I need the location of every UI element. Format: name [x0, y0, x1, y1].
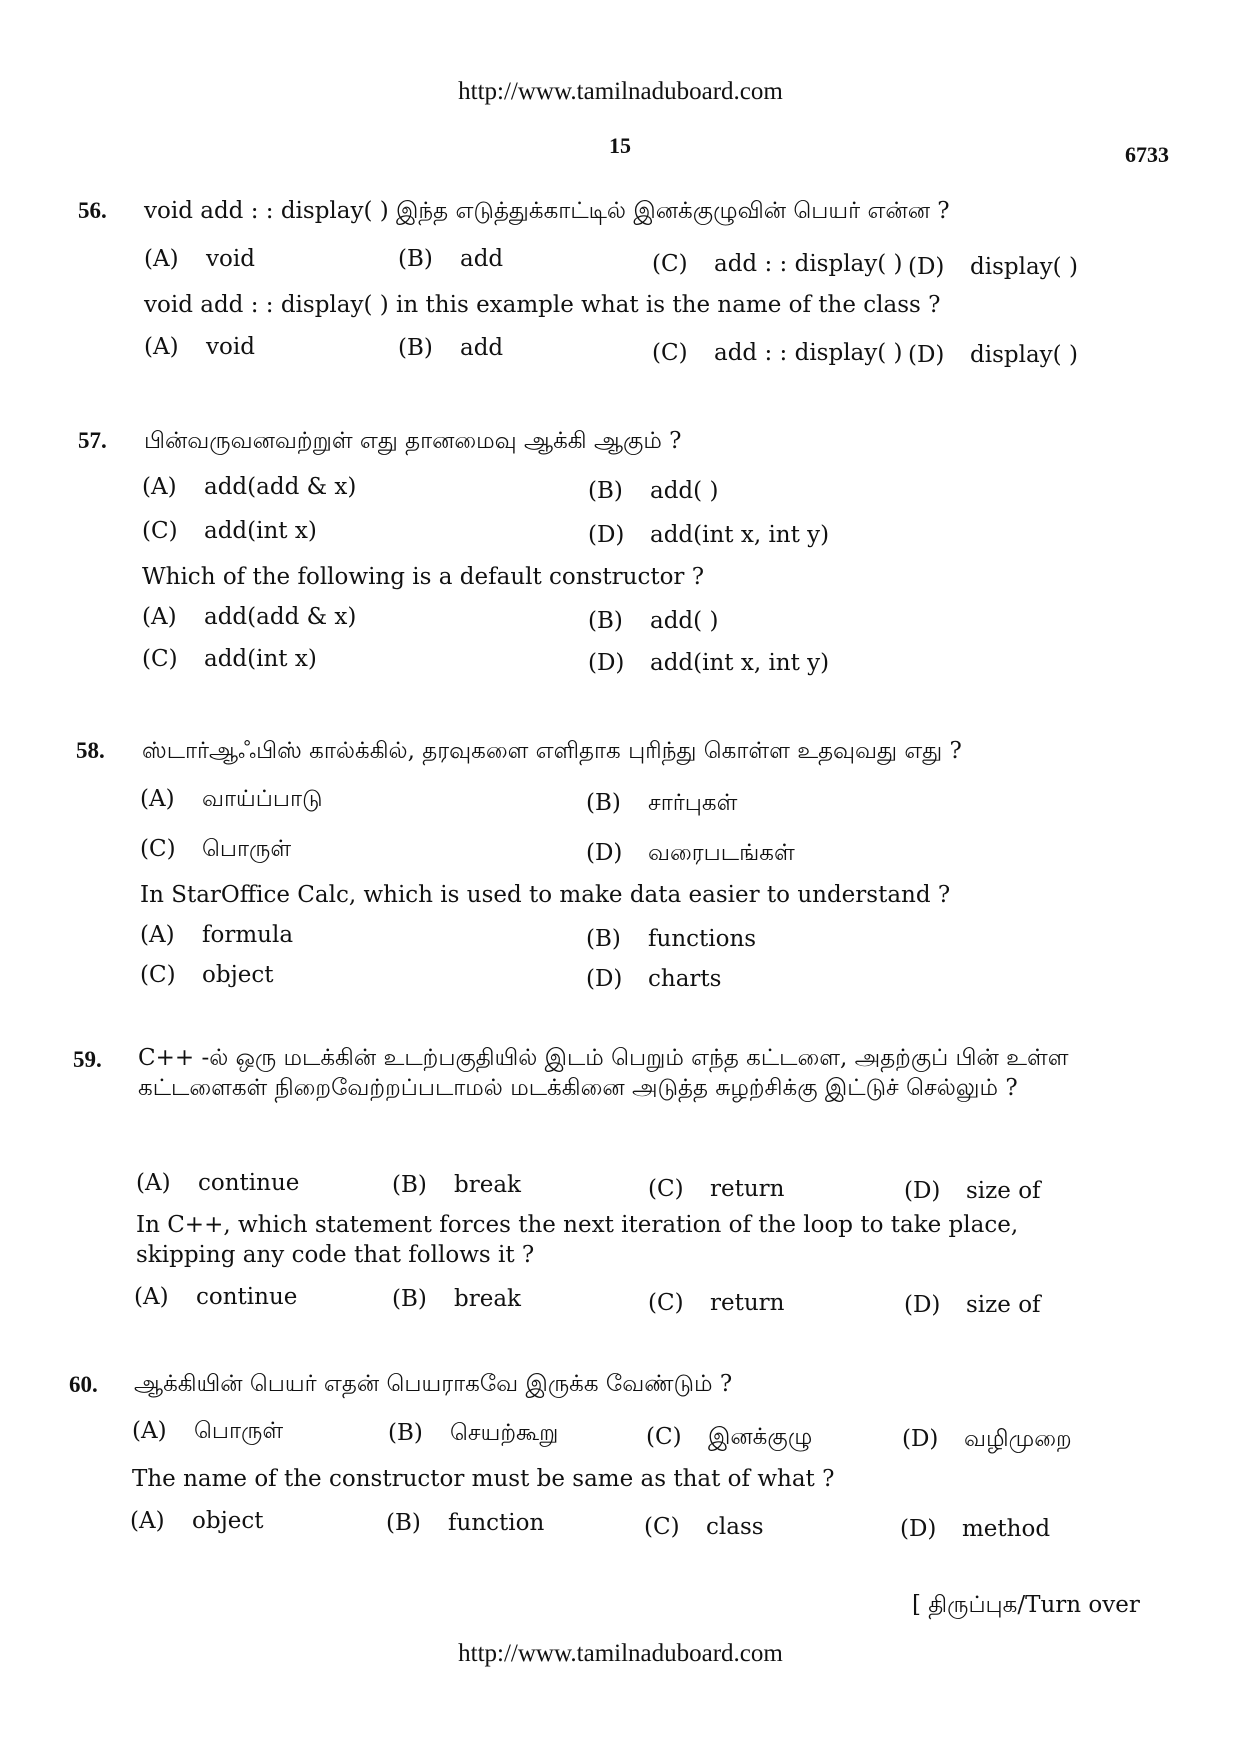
option-d-tamil — [586, 840, 795, 869]
option-c-tamil — [646, 1424, 812, 1453]
option-text: class — [706, 1514, 764, 1540]
question-tamil-text: C++ -ல் ஒரு மடக்கின் உடற்பகுதியில் இடம் பெறும் எந்த கட்டளை, அதற்குப் பின் உள்ள கட்டளைகள் நிறைவேற்றப்படாமல் மடக்கினை அடுத்த சுழற்சிக்கு இட்டுச் செல்லும் ? — [138, 1045, 1069, 1101]
option-label: (C) — [652, 251, 688, 277]
option-label: (D) — [908, 254, 945, 280]
option-b-tamil — [392, 1172, 521, 1198]
option-text: display( ) — [970, 254, 1078, 280]
option-text: add : : display( ) — [714, 251, 903, 277]
option-label: (D) — [904, 1292, 941, 1318]
question-number: 56. — [78, 198, 107, 223]
option-label: (B) — [586, 926, 621, 952]
option-label: (D) — [900, 1516, 937, 1542]
option-label: (D) — [586, 840, 623, 866]
option-a-english — [140, 922, 293, 948]
option-text: return — [710, 1176, 785, 1202]
option-label: (D) — [588, 650, 625, 676]
option-c-english — [142, 646, 317, 672]
option-text: object — [192, 1508, 264, 1534]
option-a-tamil — [142, 474, 356, 500]
question-english-text: In C++, which statement forces the next iteration of the loop to take place, skipping any code that follows it ? — [136, 1212, 1019, 1268]
option-label: (C) — [140, 836, 176, 862]
option-label: (A) — [142, 604, 177, 630]
option-label: (A) — [140, 786, 175, 812]
option-text: size of — [966, 1292, 1041, 1318]
option-text: add(int x) — [204, 518, 317, 544]
option-label: (D) — [588, 522, 625, 548]
option-text: இனக்குழு — [708, 1424, 813, 1450]
option-text: method — [962, 1516, 1051, 1542]
question-tamil-text: ஆக்கியின் பெயர் எதன் பெயராகவே இருக்க வேண்டும் ? — [134, 1371, 733, 1397]
option-text: break — [454, 1172, 521, 1198]
question-number: 58. — [76, 738, 105, 763]
option-c-english — [648, 1290, 784, 1316]
question-tamil-text: void add : : display( ) இந்த எடுத்துக்காட்டில் இனக்குழுவின் பெயர் என்ன ? — [144, 198, 950, 224]
option-b-tamil — [398, 246, 503, 272]
option-label: (B) — [388, 1420, 423, 1446]
option-text: continue — [198, 1170, 300, 1196]
option-c-tamil — [652, 251, 903, 277]
question-english-text: In StarOffice Calc, which is used to make data easier to understand ? — [140, 882, 951, 908]
option-a-english — [130, 1508, 263, 1534]
header-url: http://www.tamilnaduboard.com — [458, 78, 783, 105]
option-label: (C) — [142, 518, 178, 544]
option-text: continue — [196, 1284, 298, 1310]
option-label: (D) — [904, 1178, 941, 1204]
option-text: functions — [648, 926, 757, 952]
option-label: (D) — [902, 1426, 939, 1452]
option-d-english — [908, 342, 1078, 368]
option-label: (B) — [392, 1286, 427, 1312]
option-b-english — [586, 926, 756, 952]
option-label: (A) — [142, 474, 177, 500]
question-number: 59. — [73, 1047, 102, 1072]
option-c-tamil — [142, 518, 317, 544]
option-label: (C) — [646, 1424, 682, 1450]
option-text: add(add & x) — [204, 604, 357, 630]
option-d-english — [900, 1516, 1050, 1542]
option-d-english — [904, 1292, 1041, 1318]
option-label: (A) — [136, 1170, 171, 1196]
option-label: (B) — [586, 790, 621, 816]
footer-url: http://www.tamilnaduboard.com — [458, 1640, 783, 1667]
option-label: (C) — [648, 1290, 684, 1316]
option-label: (B) — [398, 335, 433, 361]
question-english-text: void add : : display( ) in this example what is the name of the class ? — [144, 292, 941, 318]
option-b-tamil — [588, 478, 718, 504]
option-label: (A) — [134, 1284, 169, 1310]
question-tamil-text: ஸ்டார்ஆஃபிஸ் கால்க்கில், தரவுகளை எளிதாக புரிந்து கொள்ள உதவுவது எது ? — [142, 738, 962, 764]
question-tamil-text: பின்வருவனவற்றுள் எது தானமைவு ஆக்கி ஆகும் ? — [144, 428, 682, 454]
option-a-tamil — [140, 786, 323, 815]
question-number: 57. — [78, 428, 107, 453]
option-d-tamil — [902, 1426, 1072, 1455]
option-label: (A) — [144, 246, 179, 272]
question-english-text: Which of the following is a default constructor ? — [142, 564, 705, 590]
option-b-english — [392, 1286, 521, 1312]
option-text: display( ) — [970, 342, 1078, 368]
option-label: (C) — [142, 646, 178, 672]
option-label: (A) — [140, 922, 175, 948]
option-text: add — [460, 246, 504, 272]
option-text: object — [202, 962, 274, 988]
turn-over-note: [ திருப்புக/Turn over — [912, 1592, 1140, 1618]
option-text: function — [448, 1510, 545, 1536]
option-a-tamil — [136, 1170, 299, 1196]
question-english-text: The name of the constructor must be same as that of what ? — [132, 1466, 835, 1492]
option-text: return — [710, 1290, 785, 1316]
option-b-english — [588, 608, 718, 634]
option-b-tamil — [388, 1420, 558, 1449]
option-label: (A) — [144, 334, 179, 360]
option-a-english — [134, 1284, 297, 1310]
option-text: வழிமுறை — [964, 1426, 1072, 1452]
option-text: add( ) — [650, 478, 719, 504]
option-c-tamil — [648, 1176, 784, 1202]
question-number: 60. — [69, 1372, 98, 1397]
option-b-tamil — [586, 790, 737, 819]
option-text: add(int x, int y) — [650, 650, 830, 676]
option-text: void — [206, 246, 255, 272]
option-text: add( ) — [650, 608, 719, 634]
option-a-tamil — [132, 1418, 283, 1447]
option-text: add(int x) — [204, 646, 317, 672]
page-number: 15 — [609, 133, 631, 158]
option-a-tamil — [144, 246, 255, 272]
option-c-english — [644, 1514, 764, 1540]
option-text: formula — [202, 922, 294, 948]
option-text: size of — [966, 1178, 1041, 1204]
option-d-tamil — [904, 1178, 1041, 1204]
paper-code: 6733 — [1125, 142, 1169, 167]
option-text: add(int x, int y) — [650, 522, 830, 548]
option-text: செயற்கூறு — [450, 1420, 559, 1446]
option-text: break — [454, 1286, 521, 1312]
option-label: (B) — [588, 478, 623, 504]
option-c-english — [140, 962, 273, 988]
option-text: வரைபடங்கள் — [648, 840, 795, 866]
option-label: (C) — [644, 1514, 680, 1540]
option-label: (D) — [908, 342, 945, 368]
option-text: சார்புகள் — [648, 790, 738, 816]
option-text: பொருள் — [202, 836, 292, 862]
option-label: (C) — [648, 1176, 684, 1202]
option-text: add — [460, 335, 504, 361]
option-a-english — [144, 334, 255, 360]
option-d-tamil — [908, 254, 1078, 280]
option-text: வாய்ப்பாடு — [202, 786, 323, 812]
option-d-english — [588, 650, 829, 676]
option-text: add : : display( ) — [714, 340, 903, 366]
option-text: add(add & x) — [204, 474, 357, 500]
option-label: (A) — [130, 1508, 165, 1534]
option-label: (C) — [140, 962, 176, 988]
option-label: (B) — [588, 608, 623, 634]
option-d-english — [586, 966, 721, 992]
option-label: (A) — [132, 1418, 167, 1444]
option-d-tamil — [588, 522, 829, 548]
option-text: charts — [648, 966, 722, 992]
option-label: (D) — [586, 966, 623, 992]
option-label: (C) — [652, 340, 688, 366]
option-text: void — [206, 334, 255, 360]
option-c-english — [652, 340, 903, 366]
option-c-tamil — [140, 836, 291, 865]
option-label: (B) — [392, 1172, 427, 1198]
option-b-english — [398, 335, 503, 361]
option-label: (B) — [398, 246, 433, 272]
option-text: பொருள் — [194, 1418, 284, 1444]
option-label: (B) — [386, 1510, 421, 1536]
option-b-english — [386, 1510, 544, 1536]
option-a-english — [142, 604, 356, 630]
